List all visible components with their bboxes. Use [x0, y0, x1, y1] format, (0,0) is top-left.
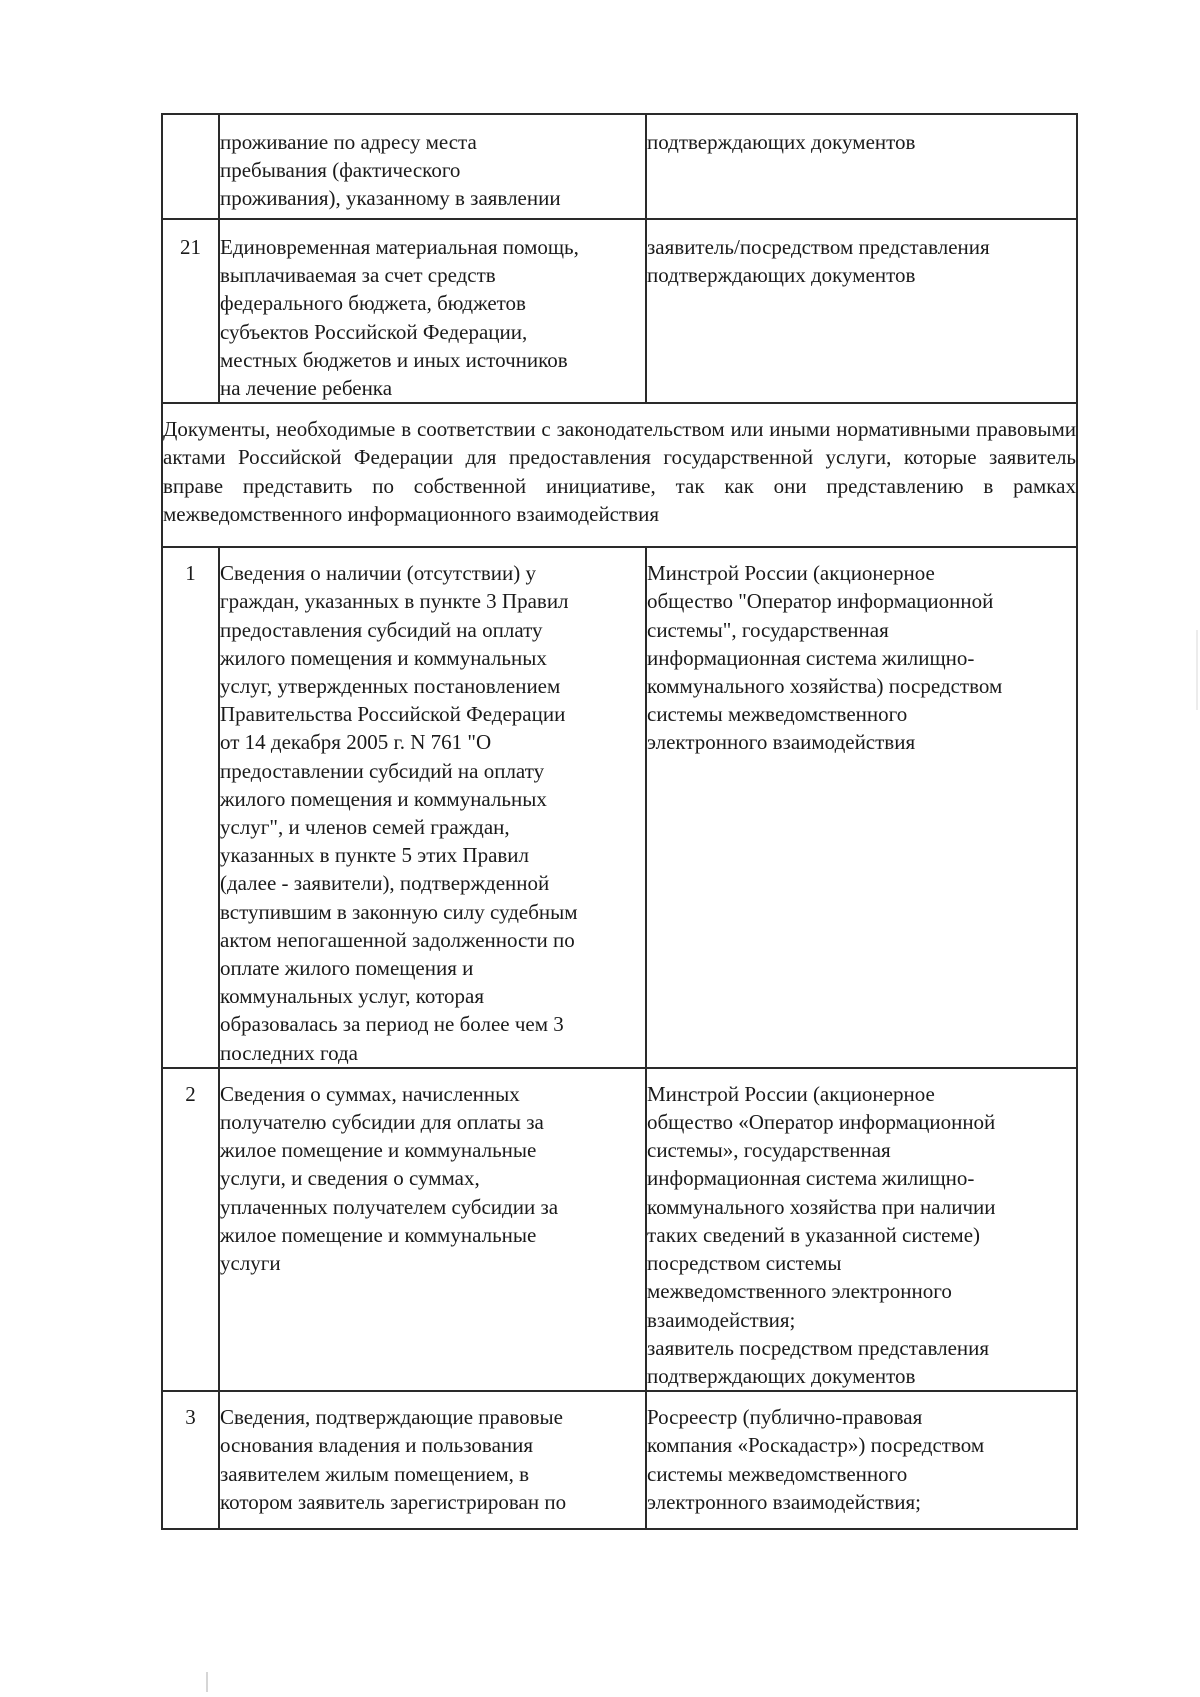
- document-source-cell: Росреестр (публично-правовая компания «Роскадастр») посредством системы межведомственного электронного взаимодействия;: [646, 1391, 1077, 1529]
- row-number: 1: [162, 547, 219, 1068]
- section-heading-row: [162, 403, 1077, 547]
- document-name-cell: Единовременная материальная помощь, выплачиваемая за счет средств федерального бюджета, бюджетов субъектов Российской Федерации, местных бюджетов и иных источников на лечение ребенка: [219, 219, 646, 403]
- row-number: 21: [162, 219, 219, 403]
- table-row: [162, 547, 1077, 1068]
- document-source-cell: Минстрой России (акционерное общество «Оператор информационной системы», государственная информационная система жилищно- коммунального хозяйства при наличии таких сведений в указанной системе) посредством системы межведомственного электронного взаимодействия; заявитель посредством представления подтверждающих документов: [646, 1068, 1077, 1391]
- document-source-cell: подтверждающих документов: [646, 114, 1077, 219]
- document-name-cell: Сведения, подтверждающие правовые основания владения и пользования заявителем жилым помещением, в котором заявитель зарегистрирован по: [219, 1391, 646, 1529]
- scan-bottom-mark: [206, 1672, 208, 1692]
- document-name-cell: Сведения о наличии (отсутствии) у граждан, указанных в пункте 3 Правил предоставления субсидий на оплату жилого помещения и коммунальных услуг, утвержденных постановлением Правительства Российской Федерации от 14 декабря 2005 г. N 761 "О предоставлении субсидий на оплату жилого помещения и коммунальных услуг", и членов семей граждан, указанных в пункте 5 этих Правил (далее - заявители), подтвержденной вступившим в законную силу судебным актом непогашенной задолженности по оплате жилого помещения и коммунальных услуг, которая образовалась за период не более чем 3 последних года: [219, 547, 646, 1068]
- table-row: [162, 114, 1077, 219]
- row-number: 2: [162, 1068, 219, 1391]
- scan-edge-mark: [1196, 630, 1198, 710]
- table-row: [162, 219, 1077, 403]
- document-name-cell: Сведения о суммах, начисленных получателю субсидии для оплаты за жилое помещение и коммунальные услуги, и сведения о суммах, уплаченных получателем субсидии за жилое помещение и коммунальные услуги: [219, 1068, 646, 1391]
- document-name-cell: проживание по адресу места пребывания (фактического проживания), указанному в заявлении: [219, 114, 646, 219]
- document-source-cell: заявитель/посредством представления подтверждающих документов: [646, 219, 1077, 403]
- table-row: [162, 1068, 1077, 1391]
- row-number: [162, 114, 219, 219]
- row-number: 3: [162, 1391, 219, 1529]
- services-table: [161, 113, 1078, 1530]
- section-heading: Документы, необходимые в соответствии с законодательством или иными нормативными правовыми актами Российской Федерации для предоставления государственной услуги, которые заявитель вправе представить по собственной инициативе, так как они представлению в рамках межведомственного информационного взаимодействия: [162, 403, 1077, 547]
- document-source-cell: Минстрой России (акционерное общество "Оператор информационной системы", государственная информационная система жилищно- коммунального хозяйства) посредством системы межведомственного электронного взаимодействия: [646, 547, 1077, 1068]
- table-row: [162, 1391, 1077, 1529]
